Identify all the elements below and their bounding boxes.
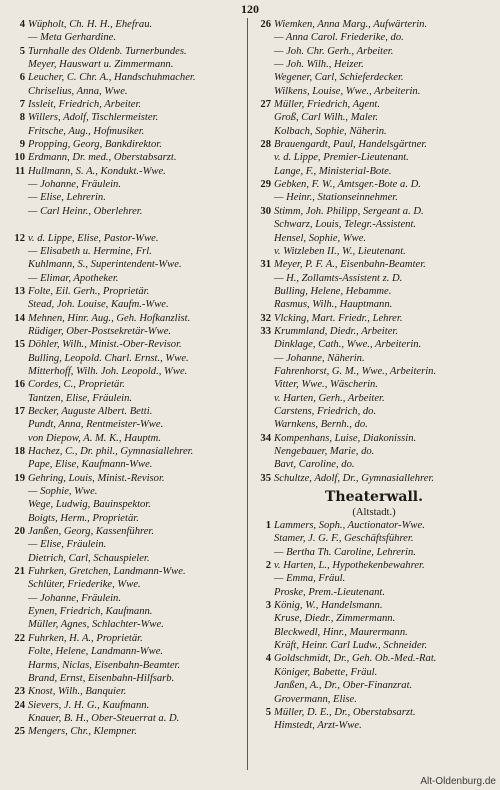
house-number: 35 [260, 472, 271, 484]
house-number: 3 [265, 600, 271, 612]
resident-text: Issleit, Friedrich, Arbeiter. [28, 99, 142, 111]
entry-line [6, 672, 244, 685]
entry-line [252, 666, 496, 679]
resident-text: Bavt, Caroline, do. [274, 459, 355, 471]
resident-text: Schultze, Adolf, Dr., Gymnasiallehrer. [274, 472, 435, 484]
resident-text: Nengebauer, Marie, do. [274, 446, 375, 457]
entry-line [252, 546, 496, 559]
resident-text: — Emma, Fräul. [274, 573, 346, 585]
resident-text: Propping, Georg, Bankdirektor. [28, 139, 162, 151]
resident-text: — Johanne, Fräulein. [28, 592, 121, 604]
entry-line [252, 532, 496, 545]
resident-text: Proske, Prem.-Lieutenant. [274, 586, 386, 598]
house-number: 29 [260, 179, 271, 191]
entry-line [252, 205, 496, 218]
resident-text: Müller, D. E., Dr., Oberstabsarzt. [274, 706, 416, 718]
resident-text: Wüpholt, Ch. H. H., Ehefrau. [28, 19, 153, 30]
resident-text: — Bertha Th. Caroline, Lehrerin. [274, 546, 416, 558]
resident-text: — Carl Heinr., Oberlehrer. [28, 205, 143, 217]
resident-text: Wege, Ludwig, Bauinspektor. [28, 499, 151, 511]
house-number: 27 [260, 99, 271, 111]
entry-line [6, 725, 244, 738]
entry-line [6, 458, 244, 471]
entry-line [6, 605, 244, 618]
entry-line [6, 205, 244, 218]
resident-text: Boigts, Herm., Proprietär. [28, 512, 139, 524]
resident-text: Sievers, J. H. G., Kaufmann. [28, 699, 150, 711]
resident-text: v. d. Lippe, Elise, Pastor-Wwe. [28, 232, 159, 244]
entry-line [6, 218, 244, 231]
entry-line [6, 352, 244, 365]
entry-line [252, 31, 496, 44]
entry-line [252, 98, 496, 111]
entry-line [6, 592, 244, 605]
resident-text: Stead, Joh. Louise, Kaufm.-Wwe. [28, 299, 169, 311]
entry-line [252, 405, 496, 418]
section-subheading: (Altstadt.) [352, 507, 396, 519]
entry-line [252, 272, 496, 285]
entry-line [252, 45, 496, 58]
page-number: 120 [241, 2, 259, 16]
entry-line [6, 432, 244, 445]
resident-text: Gebken, F. W., Amtsger.-Bote a. D. [274, 179, 421, 191]
resident-text: Folte, Helene, Landmann-Wwe. [28, 646, 164, 658]
resident-text: — Johanne, Näherin. [274, 352, 365, 364]
entry-line [252, 719, 496, 732]
entry-line [6, 645, 244, 658]
house-number: 16 [14, 379, 25, 391]
resident-text: v. Harten, Gerh., Arbeiter. [274, 392, 385, 404]
entry-line [6, 365, 244, 378]
resident-text: — Heinr., Stationseinnehmer. [274, 192, 398, 204]
entry-line [6, 472, 244, 485]
entry-line [252, 352, 496, 365]
entry-line [252, 18, 496, 31]
entry-line [252, 338, 496, 351]
resident-text: Rasmus, Wilh., Hauptmann. [274, 299, 393, 311]
resident-text: Tantzen, Elise, Fräulein. [28, 392, 133, 404]
resident-text: Turnhalle des Oldenb. Turnerbundes. [28, 45, 187, 57]
resident-text: Leucher, C. Chr. A., Handschuhmacher. [28, 72, 196, 84]
resident-text: Bleckwedl, Hinr., Maurermann. [274, 626, 408, 638]
resident-text: Harms, Niclas, Eisenbahn-Beamter. [28, 659, 181, 671]
house-number: 25 [14, 726, 25, 738]
entry-line [252, 165, 496, 178]
entry-line [6, 552, 244, 565]
entry-line [252, 178, 496, 191]
house-number: 32 [260, 312, 271, 324]
entry-line [252, 258, 496, 271]
entry-line [6, 258, 244, 271]
entry-line [6, 151, 244, 164]
entry-line [252, 639, 496, 652]
entry-line [6, 392, 244, 405]
entry-line [6, 445, 244, 458]
entry-line [6, 165, 244, 178]
entry-line [6, 191, 244, 204]
entry-line [252, 458, 496, 471]
entry-line [252, 445, 496, 458]
resident-text: Janßen, A., Dr., Ober-Finanzrat. [274, 680, 413, 692]
entry-line [6, 285, 244, 298]
entry-line [6, 178, 244, 191]
resident-text: Dinklage, Cath., Wwe., Arbeiterin. [274, 339, 422, 351]
entry-line [6, 232, 244, 245]
entry-line [252, 652, 496, 665]
resident-text: Lammers, Soph., Auctionator-Wwe. [274, 520, 425, 532]
entry-line [252, 58, 496, 71]
house-number: 28 [260, 139, 271, 151]
entry-line [252, 559, 496, 572]
house-number: 30 [260, 205, 271, 217]
resident-text: Grovermann, Elise. [274, 693, 357, 705]
resident-text: Döhler, Wilh., Minist.-Ober-Revisor. [28, 339, 182, 351]
resident-text: — Elisabeth u. Hermine, Frl. [28, 245, 152, 257]
entry-line [252, 71, 496, 84]
entry-line [6, 378, 244, 391]
house-number: 21 [14, 566, 25, 578]
resident-text: Rüdiger, Ober-Postsekretär-Wwe. [28, 325, 172, 337]
resident-text: Fritsche, Aug., Hofmusiker. [28, 125, 145, 137]
entry-line [6, 525, 244, 538]
house-number: 12 [14, 232, 25, 244]
resident-text: Knauer, B. H., Ober-Steuerrat a. D. [28, 712, 180, 724]
house-number: 9 [19, 139, 25, 151]
resident-text: Brauengardt, Paul, Handelsgärtner. [274, 139, 427, 151]
house-number: 4 [19, 19, 25, 30]
resident-text: Becker, Auguste Albert. Betti. [28, 405, 153, 417]
house-number: 5 [265, 706, 271, 718]
entry-line [252, 519, 496, 532]
entry-line [252, 693, 496, 706]
resident-text: — Anna Carol. Friederike, do. [274, 32, 404, 44]
entry-line [6, 125, 244, 138]
entry-line [252, 232, 496, 245]
resident-text: Wilkens, Louise, Wwe., Arbeiterin. [274, 85, 421, 97]
resident-text: — Meta Gerhardine. [28, 32, 116, 44]
entry-line [6, 405, 244, 418]
entry-line [252, 612, 496, 625]
house-number: 20 [14, 526, 25, 538]
entry-line [6, 31, 244, 44]
resident-text: Meyer, Hauswart u. Zimmermann. [28, 59, 174, 71]
entry-line [252, 706, 496, 719]
resident-text: Schlüter, Friederike, Wwe. [28, 579, 141, 591]
house-number: 13 [14, 285, 25, 297]
entry-line [6, 498, 244, 511]
entry-line [252, 679, 496, 692]
house-number: 19 [14, 472, 25, 484]
entry-line [6, 485, 244, 498]
entry-line [6, 685, 244, 698]
entry-line [6, 71, 244, 84]
resident-text: Wiemken, Anna Marg., Aufwärterin. [274, 19, 428, 30]
house-number: 24 [14, 699, 25, 711]
house-number: 8 [19, 112, 25, 124]
resident-text: Pundt, Anna, Rentmeister-Wwe. [28, 419, 164, 431]
house-number: 11 [14, 165, 25, 177]
resident-text: Groß, Carl Wilh., Maler. [274, 112, 379, 124]
entry-line [252, 586, 496, 599]
entry-line [6, 512, 244, 525]
resident-text: Warnkens, Bernh., do. [274, 419, 368, 431]
entry-line [6, 138, 244, 151]
resident-text: — Elise, Lehrerin. [28, 192, 106, 204]
resident-text: Vlcking, Mart. Friedr., Lehrer. [274, 312, 403, 324]
entry-line [6, 338, 244, 351]
entry-line [6, 45, 244, 58]
resident-text: Schwarz, Louis, Telegr.-Assistent. [274, 219, 417, 231]
house-number: 22 [14, 632, 25, 644]
entry-line [6, 111, 244, 124]
house-number: 33 [260, 325, 271, 337]
house-number: 5 [19, 45, 25, 57]
section-heading: Theaterwall. [325, 489, 423, 506]
house-number: 4 [265, 653, 271, 665]
house-number: 18 [14, 446, 25, 457]
resident-text: Dietrich, Carl, Schauspieler. [28, 552, 150, 564]
entry-line [252, 572, 496, 585]
entry-line [252, 365, 496, 378]
resident-text: Fahrenhorst, G. M., Wwe., Arbeiterin. [274, 365, 437, 377]
house-number: 26 [260, 19, 271, 30]
resident-text: Vitter, Wwe., Wäscherin. [274, 379, 378, 391]
resident-text: Pape, Elise, Kaufmann-Wwe. [28, 459, 153, 471]
resident-text: Kolbach, Sophie, Näherin. [274, 125, 387, 137]
resident-text: Kompenhans, Luise, Diakonissin. [274, 432, 417, 444]
resident-text: Bulling, Helene, Hebamme. [274, 285, 392, 297]
entry-line [252, 378, 496, 391]
resident-text: Folte, Eil. Gerh., Proprietär. [28, 285, 150, 297]
resident-text: — H., Zollamts-Assistent z. D. [274, 272, 403, 284]
resident-text: König, W., Handelsmann. [274, 600, 383, 612]
resident-text: — Joh. Chr. Gerh., Arbeiter. [274, 45, 394, 57]
resident-text: Bulling, Leopold. Charl. Ernst., Wwe. [28, 352, 189, 364]
resident-text: Erdmann, Dr. med., Oberstabsarzt. [28, 152, 177, 164]
resident-text: — Elimar, Apotheker. [28, 272, 119, 284]
resident-text: Hensel, Sophie, Wwe. [274, 232, 367, 244]
resident-text: Brand, Ernst, Eisenbahn-Hilfsarb. [28, 672, 175, 684]
resident-text: v. Witzleben II., W., Lieutenant. [274, 245, 406, 257]
resident-text: Gehring, Louis, Minist.-Revisor. [28, 472, 165, 484]
entry-line [252, 418, 496, 431]
entry-line [252, 432, 496, 445]
entry-line [252, 298, 496, 311]
resident-text: Kräft, Heinr. Carl Ludw., Schneider. [274, 640, 428, 652]
entry-line [252, 151, 496, 164]
house-number: 1 [265, 520, 271, 532]
right-column [252, 18, 496, 733]
resident-text: Himstedt, Arzt-Wwe. [274, 720, 362, 732]
watermark: Alt-Oldenburg.de [420, 776, 496, 787]
house-number: 34 [260, 432, 271, 444]
resident-text: Meyer, P. F. A., Eisenbahn-Beamter. [274, 259, 426, 271]
resident-text: Fuhrken, H. A., Proprietär. [28, 632, 143, 644]
resident-text: Knost, Wilh., Banquier. [28, 686, 127, 698]
entry-line [6, 312, 244, 325]
resident-text: Kuhlmann, S., Superintendent-Wwe. [28, 259, 182, 271]
entry-line [252, 138, 496, 151]
house-number: 2 [265, 560, 271, 572]
entry-line [6, 618, 244, 631]
resident-text: Goldschmidt, Dr., Geh. Ob.-Med.-Rat. [274, 653, 437, 665]
entry-line [6, 245, 244, 258]
entry-line [252, 191, 496, 204]
resident-text: Chriselius, Anna, Wwe. [28, 85, 128, 97]
entry-line [252, 392, 496, 405]
resident-text: Lange, F., Ministerial-Bote. [274, 165, 392, 177]
resident-text: Fuhrken, Gretchen, Landmann-Wwe. [28, 566, 186, 578]
entry-line [252, 111, 496, 124]
house-number: 7 [19, 99, 25, 111]
house-number: 15 [14, 339, 25, 351]
resident-text: Carstens, Friedrich, do. [274, 405, 377, 417]
resident-text: Stamer, J. G. F., Geschäftsführer. [274, 533, 414, 545]
entry-line [6, 659, 244, 672]
section-entries [252, 519, 496, 733]
entry-line [252, 312, 496, 325]
house-number: 31 [260, 259, 271, 271]
resident-text: Eynen, Friedrich, Kaufmann. [28, 606, 153, 618]
resident-text: Mengers, Chr., Klempner. [28, 726, 137, 738]
entry-line [6, 565, 244, 578]
resident-text: von Diepow, A. M. K., Hauptm. [28, 432, 161, 444]
resident-text: Wegener, Carl, Schieferdecker. [274, 72, 404, 84]
entry-line [6, 632, 244, 645]
entry-line [252, 85, 496, 98]
house-number: 10 [14, 152, 25, 164]
entry-line [6, 298, 244, 311]
house-number: 17 [14, 405, 25, 417]
column-divider [247, 18, 248, 770]
entry-line [6, 538, 244, 551]
resident-text: — Elise, Fräulein. [28, 539, 107, 551]
resident-text: Kruse, Diedr., Zimmermann. [274, 613, 396, 625]
entry-line [6, 325, 244, 338]
resident-text: Müller, Agnes, Schlachter-Wwe. [28, 619, 164, 631]
entry-line [6, 18, 244, 31]
entry-line [252, 125, 496, 138]
house-number: 23 [14, 686, 25, 698]
resident-text: Krummland, Diedr., Arbeiter. [274, 325, 398, 337]
house-number: 6 [19, 72, 25, 84]
entry-line [6, 98, 244, 111]
resident-text: Cordes, C., Proprietär. [28, 379, 125, 391]
resident-text: Müller, Friedrich, Agent. [274, 99, 381, 111]
resident-text: Janßen, Georg, Kassenführer. [28, 526, 155, 538]
entry-line [6, 85, 244, 98]
resident-text: v. Harten, L., Hypothekenbewahrer. [274, 560, 425, 572]
entry-line [252, 218, 496, 231]
entry-line [252, 285, 496, 298]
resident-text: Mitterhoff, Wilh. Joh. Leopold., Wwe. [28, 365, 188, 377]
entry-line [252, 626, 496, 639]
resident-text: Hullmann, S. A., Kondukt.-Wwe. [28, 165, 166, 177]
entry-line [252, 472, 496, 485]
entry-line [6, 578, 244, 591]
resident-text: v. d. Lippe, Premier-Lieutenant. [274, 152, 409, 164]
entry-line [252, 325, 496, 338]
resident-text: Mehnen, Hinr. Aug., Geh. Hofkanzlist. [28, 312, 191, 324]
resident-text: — Johanne, Fräulein. [28, 179, 121, 191]
entry-line [252, 245, 496, 258]
left-column [6, 18, 244, 739]
resident-text: Hachez, C., Dr. phil., Gymnasiallehrer. [28, 446, 194, 457]
resident-text: — Joh. Wilh., Heizer. [274, 59, 364, 71]
resident-text: — Sophie, Wwe. [28, 486, 98, 498]
resident-text: Stimm, Joh. Philipp, Sergeant a. D. [274, 205, 424, 217]
entry-line [6, 272, 244, 285]
resident-text: Willers, Adolf, Tischlermeister. [28, 112, 159, 124]
right-column-entries [252, 18, 496, 485]
entry-line [6, 699, 244, 712]
entry-line [252, 599, 496, 612]
resident-text: Königer, Babette, Fräul. [274, 666, 378, 678]
entry-line [6, 712, 244, 725]
entry-line [6, 418, 244, 431]
entry-line [6, 58, 244, 71]
house-number: 14 [14, 312, 25, 324]
